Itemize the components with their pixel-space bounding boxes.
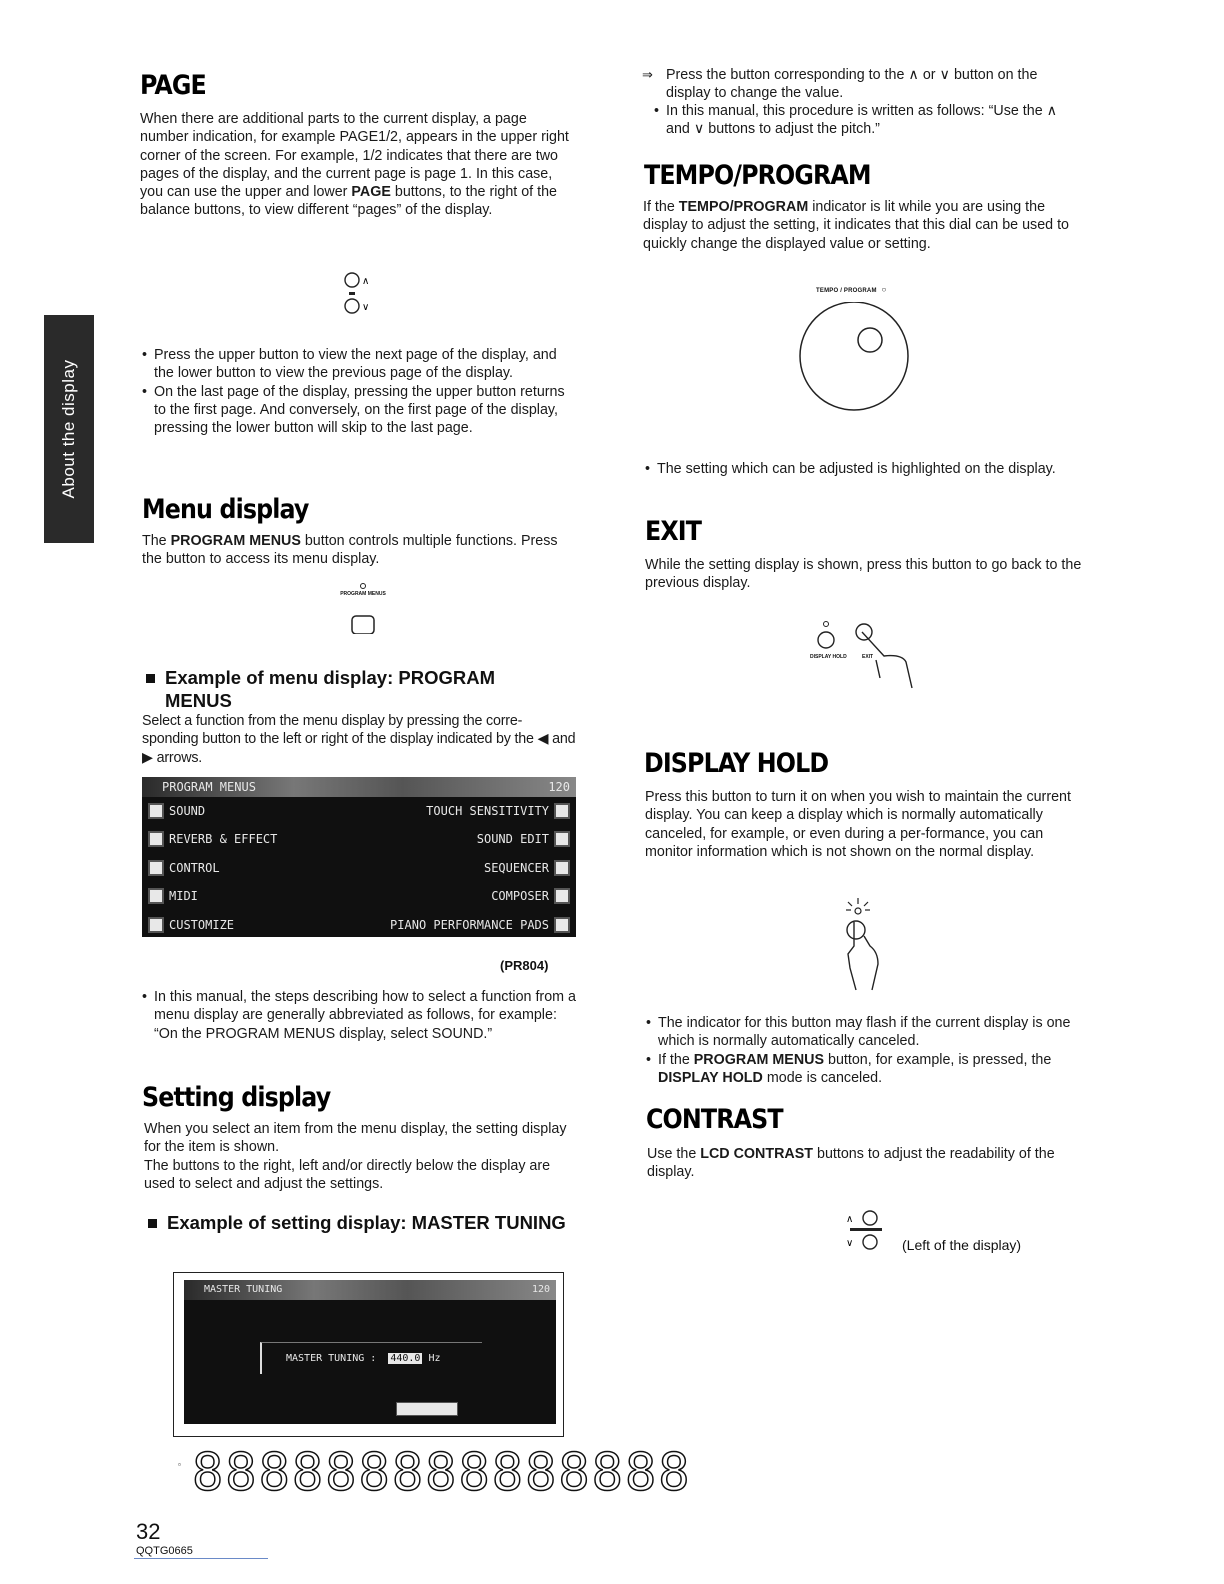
list-item: • If the PROGRAM MENUS button, for example, is pressed, the DISPLAY HOLD mode is canceled. [646,1051,1084,1088]
sequencer-icon [554,860,570,876]
page-paragraph: When there are additional parts to the current display, a page number indication, for example PAGE1/2, appears in the upper right corner of the screen. For example, 1/2 indicates that there are two pages of the display, and the current page is page 1. In this case, you can use the upper and lower PAGE buttons, to the right of the balance buttons, to view different “pages” of the display. [140,111,569,219]
display-hold-heading: DISPLAY HOLD [644,748,829,779]
menu-item-right[interactable]: SEQUENCER [483,860,549,875]
menu-row [142,882,576,910]
menu-item-right[interactable]: PIANO PERFORMANCE PADS [390,917,549,932]
control-icon [148,860,164,876]
menu-row [142,854,576,882]
segment-display [178,1443,692,1503]
tuning-label: MASTER TUNING : [286,1353,377,1364]
screen-title-bar [184,1280,556,1300]
svg-text:∨: ∨ [362,302,370,313]
tempo-program-paragraph: If the TEMPO/PROGRAM indicator is lit while you are using the display to adjust the setting, it indicates that this dial can be used to quickly change the displayed value or setting. [643,199,1069,252]
tempo-dial-label: TEMPO / PROGRAM ○ [816,285,887,294]
list-item: • In this manual, the steps describing how to select a function from a menu display are generally abbreviated as follows, for example: “On the PROGRAM MENUS display, select SOUND.” [142,988,578,1043]
menu-row [142,825,576,853]
program-menus-screen [142,777,576,937]
program-menus-button-illustration [338,582,388,634]
tuning-value[interactable]: 440.0 [390,1353,421,1364]
contrast-paragraph: Use the LCD CONTRAST buttons to adjust the readability of the display. [647,1146,1055,1181]
arrow-note-bullets [654,102,1082,139]
customize-icon [148,917,164,933]
screen-title: PROGRAM MENUS [162,780,256,794]
display-hold-button-illustration [836,896,896,992]
page-heading: PAGE [140,70,206,101]
exit-heading: EXIT [645,516,702,547]
side-tab [44,315,94,543]
setting-display-para2: The buttons to the right, left and/or directly below the display are used to select and adjust the settings. [144,1158,551,1193]
setting-example-heading: Example of setting display: MASTER TUNING [148,1211,568,1234]
screen-caption: (PR804) [500,958,549,973]
screen-title: MASTER TUNING [204,1284,283,1295]
indicator-icon: ○ [881,285,887,294]
menu-item-left[interactable]: CUSTOMIZE [169,917,235,932]
menu-item-right[interactable]: SOUND EDIT [476,832,549,847]
tempo-program-heading: TEMPO/PROGRAM [644,160,871,191]
edit-icon [554,831,570,847]
footer-rule [134,1558,268,1559]
display-hold-bullets [646,1014,1084,1087]
menu-display-intro: The PROGRAM MENUS button controls multiple functions. Press the button to access its menu display. [142,533,558,568]
setting-display-para1: When you select an item from the menu display, the setting display for the item is shown. [144,1121,567,1156]
menu-example-heading: Example of menu display: PROGRAM MENUS [146,666,566,712]
exit-button-label: EXIT [862,654,874,660]
display-hold-paragraph: Press this button to turn it on when you wish to maintain the current display. You can keep a display which is normally automatically canceled, for example, or even during a per-formance, you can monitor information which is not shown on the normal display. [645,789,1071,860]
menu-item-right[interactable]: COMPOSER [491,889,549,904]
menu-display-bullets [142,988,578,1043]
tempo-program-bullets [645,460,1081,478]
midi-icon [148,888,164,904]
menu-row [142,797,576,825]
list-item: • The setting which can be adjusted is highlighted on the display. [645,460,1081,478]
document-code: QQTG0665 [136,1545,193,1557]
list-item: • In this manual, this procedure is written as follows: “Use the ∧ and ∨ buttons to adjust the pitch.” [654,102,1082,139]
tempo-dial[interactable] [796,302,912,412]
master-tuning-screen [184,1280,556,1424]
menu-row [142,911,576,939]
program-menus-label: PROGRAM MENUS [340,591,386,597]
exit-button-illustration [806,618,926,696]
menu-example-text: Select a function from the menu display by pressing the corre-sponding button to the left or right of the display indicated by the ◀ and ▶ arrows. [142,713,576,766]
value-slider[interactable] [396,1402,458,1416]
side-tab-label: About the display [59,359,78,499]
list-item: • Press the upper button to view the next page of the display, and the lower button to view the previous page of the display. [142,346,578,383]
list-item: • The indicator for this button may flash if the current display is one which is normally automatically canceled. [646,1014,1084,1051]
exit-paragraph: While the setting display is shown, press this button to go back to the previous display. [645,557,1082,592]
touch-icon [554,803,570,819]
square-bullet-icon [146,674,155,683]
menu-item-left[interactable]: SOUND [169,804,206,818]
mute-indicator-icon: ▫ [178,1460,181,1469]
svg-text:∧: ∧ [846,1214,854,1225]
menu-item-left[interactable]: REVERB & EFFECT [169,832,278,847]
sound-icon [148,803,164,819]
contrast-caption: (Left of the display) [902,1237,1022,1253]
svg-text:∨: ∨ [846,1238,854,1249]
display-hold-button-label: DISPLAY HOLD [810,654,847,660]
menu-item-left[interactable]: CONTROL [169,860,220,875]
page-number: 32 [136,1519,161,1544]
screen-title-bar [142,777,576,797]
tuning-unit: Hz [428,1353,441,1364]
page-buttons-illustration [342,270,382,320]
master-tuning-frame [173,1272,564,1437]
screen-page-number: 120 [531,1284,550,1295]
menu-display-heading: Menu display [142,494,309,525]
menu-item-right[interactable]: TOUCH SENSITIVITY [426,804,549,818]
square-bullet-icon [148,1219,157,1228]
screen-page-number: 120 [548,780,570,794]
list-item: • On the last page of the display, pressing the upper button returns to the first page. And conversely, on the first page of the display, pressing the lower button will skip to the last page. [142,383,578,438]
contrast-heading: CONTRAST [646,1104,783,1135]
svg-text:∧: ∧ [362,276,370,287]
arrow-note: ⇒ Press the button corresponding to the ∧ or ∨ button on the display to change the value. [642,67,1038,102]
arrow-icon: ⇒ [642,67,653,82]
menu-item-left[interactable]: MIDI [169,889,198,904]
tuning-field [260,1342,482,1374]
pads-icon [554,917,570,933]
setting-display-heading: Setting display [142,1082,331,1113]
effect-icon [148,831,164,847]
page-bullets [142,346,578,437]
contrast-buttons-illustration [844,1206,894,1256]
segment-digits: 888888888888888 [192,1443,692,1503]
composer-icon [554,888,570,904]
